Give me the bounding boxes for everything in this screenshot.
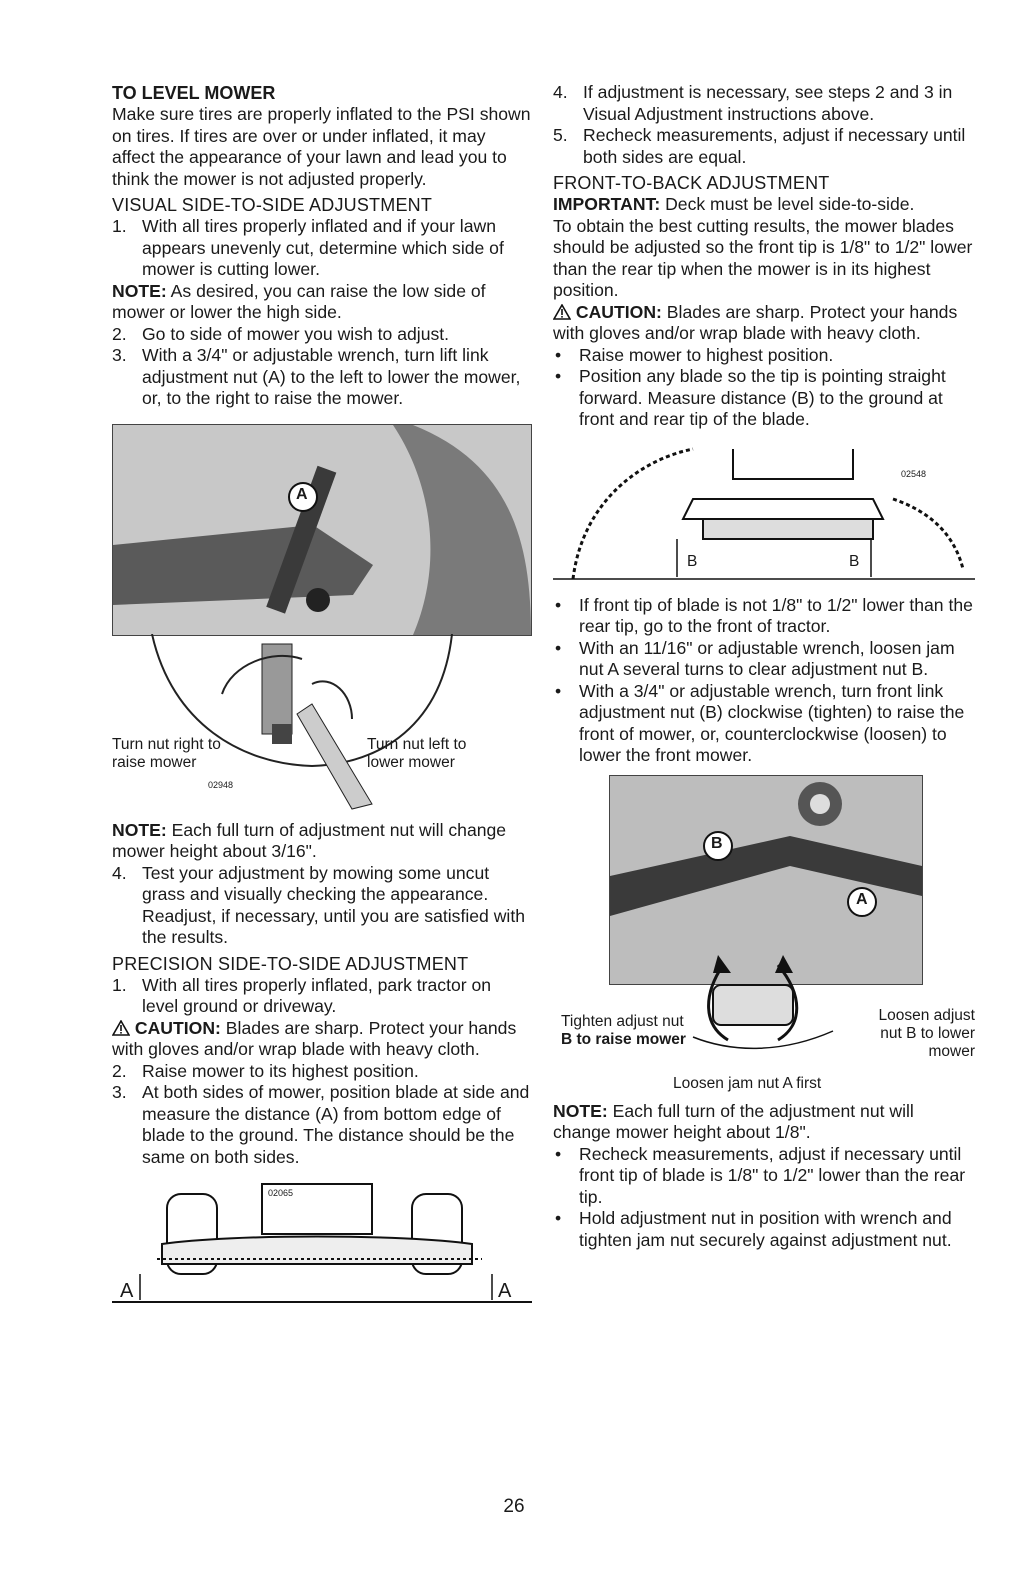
- warning-icon: [112, 1020, 130, 1036]
- tractor-side-illustration: [553, 439, 975, 589]
- warning-icon: [553, 304, 571, 320]
- figure-code-3: 02548: [901, 468, 927, 479]
- precision-step-1: 1. With all tires properly inflated, park tractor on level ground or driveway.: [112, 974, 492, 1016]
- label-b: B: [711, 834, 723, 852]
- label-a: A: [856, 890, 868, 908]
- lift-link-illustration: [113, 425, 531, 635]
- figure-code-2: 02065: [268, 1188, 294, 1198]
- step-2: 2. Go to side of mower you wish to adjust.: [112, 323, 450, 344]
- obtain-text: To obtain the best cutting results, the mower blades should be adjusted so the front tip is 1/8" to 1/2" lower than the rear tip when the mower is in its highest position.: [553, 215, 973, 300]
- precision-step-2: 2. Raise mower to its highest position.: [112, 1060, 419, 1081]
- step-3: 3. With a 3/4" or adjustable wrench, turn lift link adjustment nut (A) to the left to lower the mower, or, to the right to raise the mower.: [112, 345, 521, 408]
- note-right: NOTE: Each full turn of the adjustment nut will change mower height about 1/8".: [553, 1100, 914, 1142]
- important-note: IMPORTANT: Deck must be level side-to-side.: [553, 194, 915, 214]
- label-a: A: [296, 485, 308, 503]
- right-step-5: 5. Recheck measurements, adjust if necessary until both sides are equal.: [553, 125, 966, 167]
- right-step-4: 4. If adjustment is necessary, see steps 2 and 3 in Visual Adjustment instructions above.: [553, 82, 953, 124]
- note-1: NOTE: As desired, you can raise the low side of mower or lower the high side.: [112, 280, 486, 322]
- bullet-jam-nut: • With an 11/16" or adjustable wrench, loosen jam nut A several turns to clear adjustment nut B.: [555, 637, 955, 679]
- precision-step-3: 3. At both sides of mower, position blade at side and measure the distance (A) from bottom edge of blade to the ground. The distance should be the same on both sides.: [112, 1082, 530, 1167]
- ftb-heading: FRONT-TO-BACK ADJUSTMENT: [553, 173, 830, 193]
- caution-right: CAUTION: Blades are sharp. Protect your hands with gloves and/or wrap blade with heavy cloth.: [553, 301, 958, 343]
- visual-heading: VISUAL SIDE-TO-SIDE ADJUSTMENT: [112, 195, 433, 215]
- front-link-figure: [553, 775, 975, 1097]
- label-b-rear: B: [849, 552, 860, 570]
- tighten-caption: Tighten adjust nut B to raise mower: [561, 1012, 686, 1048]
- page-number: 26: [503, 1496, 525, 1517]
- label-b-front: B: [687, 552, 698, 570]
- bullet-front-tip: • If front tip of blade is not 1/8" to 1/2" lower than the rear tip, go to the front of tractor.: [555, 594, 973, 636]
- step-1: 1. With all tires properly inflated and if your lawn appears unevenly cut, determine which side of mower is cutting lower.: [112, 216, 504, 279]
- lift-link-photo: [112, 424, 532, 636]
- blade-height-figure: [112, 1174, 532, 1314]
- left-column: [112, 82, 532, 1314]
- bullet-recheck: • Recheck measurements, adjust if necessary until front tip of blade is 1/8" to 1/2" lower than the rear tip.: [555, 1143, 966, 1207]
- turn-right-caption: Turn nut right to raise mower: [112, 735, 221, 771]
- intro-text: Make sure tires are properly inflated to the PSI shown on tires. If tires are over or under inflated, it may affect the appearance of your lawn and lead you to think the mower is not adjusted properly.: [112, 104, 531, 189]
- bullet-hold: • Hold adjustment nut in position with wrench and tighten jam nut securely against adjustment nut.: [555, 1208, 952, 1250]
- right-column: [553, 82, 975, 1251]
- turn-left-caption: Turn nut left to lower mower: [367, 735, 467, 771]
- bullet-raise: • Raise mower to highest position.: [555, 344, 834, 365]
- blade-tip-figure: [553, 439, 975, 589]
- step-4: 4. Test your adjustment by mowing some uncut grass and visually checking the appearance. Readjust, if necessary, until you are satisfied with the results.: [112, 862, 526, 947]
- jam-nut-caption: Loosen jam nut A first: [673, 1074, 822, 1092]
- lift-link-figure: [112, 424, 532, 814]
- label-a-right: A: [498, 1280, 512, 1302]
- loosen-caption: Loosen adjust nut B to lower mower: [878, 1006, 975, 1060]
- bullet-front-link: • With a 3/4" or adjustable wrench, turn front link adjustment nut (B) clockwise (tighten) to raise the front of mower, or, counterclockwise (loosen) to lower the front mower.: [555, 680, 965, 765]
- wrench-diagram: [112, 634, 532, 814]
- mower-front-illustration: [112, 1174, 532, 1314]
- bullet-position: • Position any blade so the tip is pointing straight forward. Measure distance (B) to the ground at front and rear tip of the blade.: [555, 366, 946, 429]
- figure-code: 02948: [208, 779, 234, 790]
- section-title: TO LEVEL MOWER: [112, 83, 276, 103]
- note-2: NOTE: Each full turn of adjustment nut will change mower height about 3/16".: [112, 819, 507, 861]
- precision-heading: PRECISION SIDE-TO-SIDE ADJUSTMENT: [112, 953, 469, 974]
- label-a-left: A: [120, 1280, 134, 1302]
- caution-left: CAUTION: Blades are sharp. Protect your hands with gloves and/or wrap blade with heavy cloth.: [112, 1017, 517, 1059]
